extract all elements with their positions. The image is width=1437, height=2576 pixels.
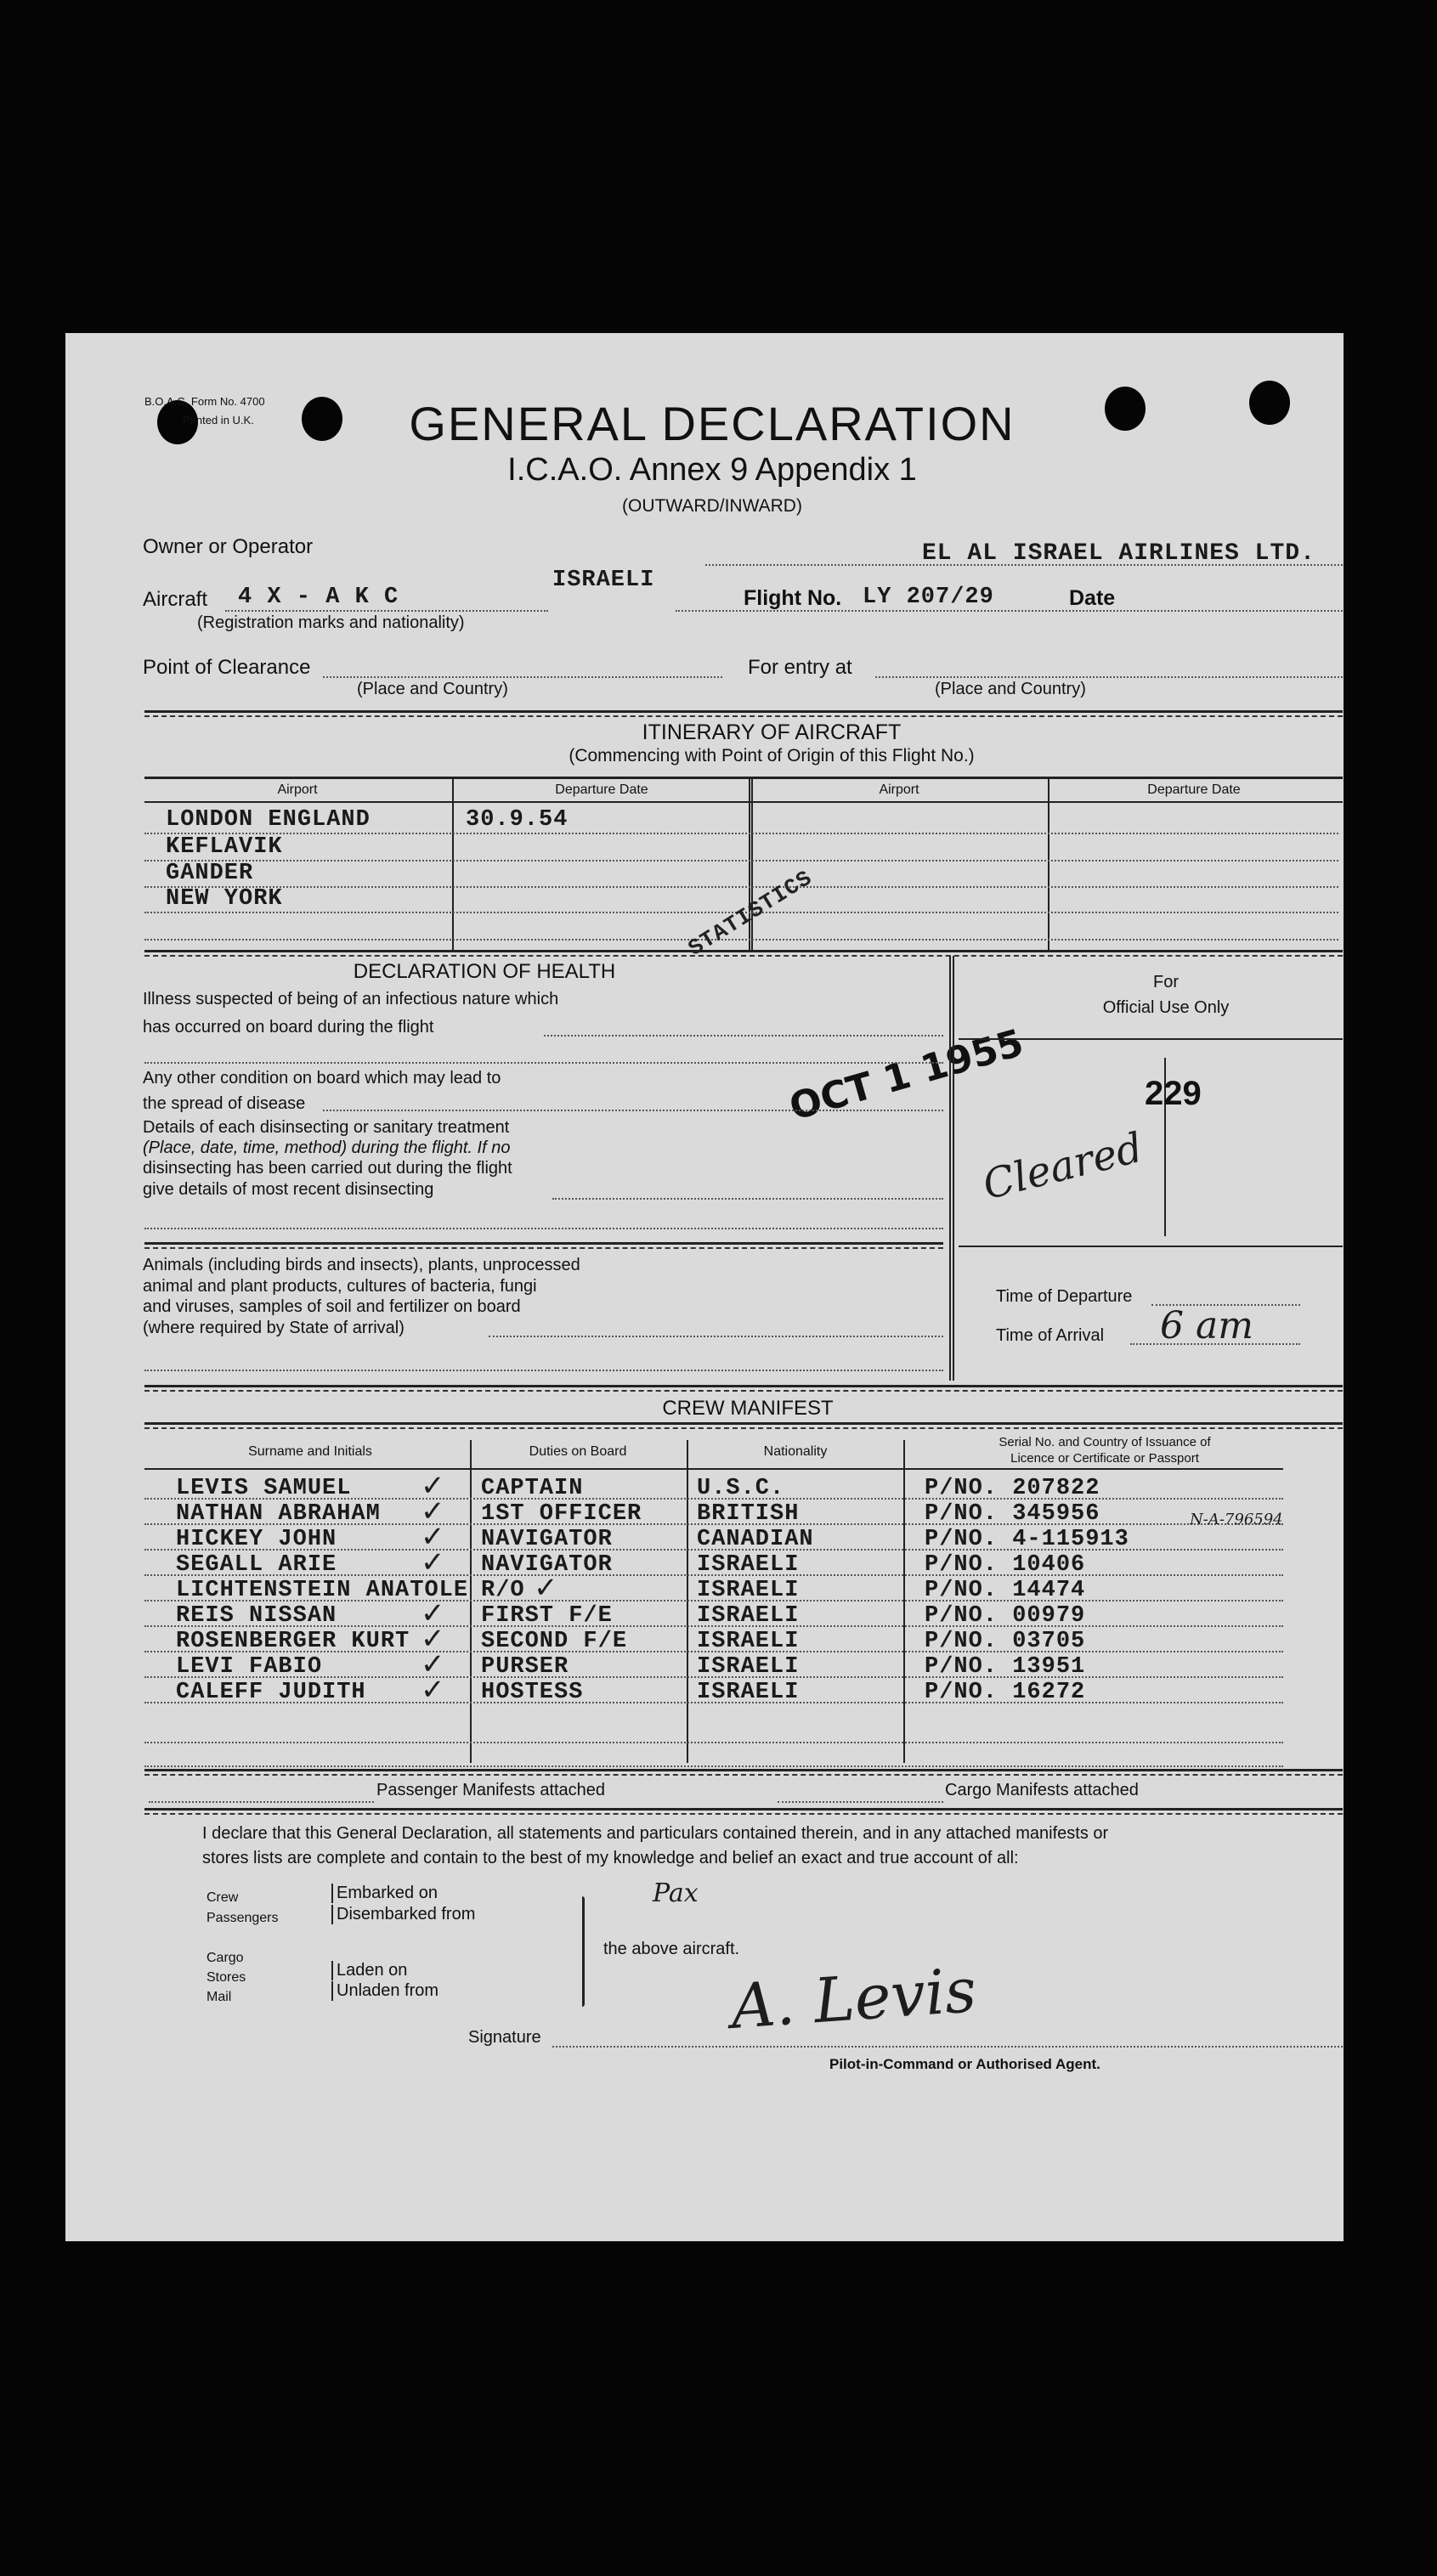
crew-serial: P/NO. 03705 xyxy=(925,1629,1086,1654)
flight-label: Flight No. xyxy=(744,586,842,610)
crew-header-serial-1: Serial No. and Country of Issuance of xyxy=(999,1435,1211,1449)
unladen-label: Unladen from xyxy=(331,1981,438,2001)
direction-label: (OUTWARD/INWARD) xyxy=(622,496,802,516)
arrival-time-value: 6 am xyxy=(1160,1304,1253,1347)
official-use-label: Official Use Only xyxy=(1102,998,1230,1017)
signer-role: Pilot-in-Command or Authorised Agent. xyxy=(829,2056,1100,2072)
date-received-stamp: OCT 1 1955 xyxy=(784,1020,1028,1130)
crew-nationality: ISRAELI xyxy=(697,1654,800,1680)
date-label: Date xyxy=(1069,586,1116,610)
crew-duty: FIRST F/E xyxy=(481,1603,613,1629)
itinerary-header-airport: Airport xyxy=(277,782,318,797)
crew-serial: P/NO. 4-115913 xyxy=(925,1527,1129,1552)
crew-nationality: U.S.C. xyxy=(697,1476,785,1501)
check-mark-icon: ✓ xyxy=(421,1469,445,1503)
health-animals-line-3: and viruses, samples of soil and fertilizer on board xyxy=(143,1297,521,1316)
crew-nationality: ISRAELI xyxy=(697,1578,800,1603)
health-details-line-2: (Place, date, time, method) during the flight. If no xyxy=(143,1138,511,1157)
crew-nationality: ISRAELI xyxy=(697,1552,800,1578)
health-details-line-3: disinsecting has been carried out during the flight xyxy=(143,1159,512,1178)
official-number: 229 xyxy=(1145,1075,1202,1112)
page-title: GENERAL DECLARATION xyxy=(409,397,1016,450)
laden-label: Laden on xyxy=(331,1961,407,1980)
clearance-label: Point of Clearance xyxy=(143,656,311,679)
health-title: DECLARATION OF HEALTH xyxy=(353,960,616,983)
health-illness-line-2: has occurred on board during the flight xyxy=(143,1018,434,1037)
crew-duty: 1ST OFFICER xyxy=(481,1501,642,1527)
health-other-line-2: the spread of disease xyxy=(143,1094,306,1113)
departure-time-label: Time of Departure xyxy=(996,1287,1133,1306)
health-animals-line-4: (where required by State of arrival) xyxy=(143,1319,405,1337)
punch-hole xyxy=(1105,387,1146,431)
health-animals-line-2: animal and plant products, cultures of bacteria, fungi xyxy=(143,1277,537,1296)
cargo-label: Cargo xyxy=(206,1951,244,1965)
crew-serial: P/NO. 00979 xyxy=(925,1603,1086,1629)
crew-duty: HOSTESS xyxy=(481,1680,584,1705)
crew-name: ROSENBERGER KURT xyxy=(176,1629,410,1654)
crew-duty: SECOND F/E xyxy=(481,1629,628,1654)
check-mark-icon: ✓ xyxy=(421,1622,445,1656)
aircraft-value: 4 X - A K C xyxy=(238,585,399,610)
crew-serial: P/NO. 14474 xyxy=(925,1578,1086,1603)
health-animals-line-1: Animals (including birds and insects), plants, unprocessed xyxy=(143,1256,580,1274)
crew-name: SEGALL ARIE xyxy=(176,1552,337,1578)
passengers-label: Passengers xyxy=(206,1911,279,1925)
itinerary-airport: GANDER xyxy=(166,861,254,886)
crew-duty: NAVIGATOR xyxy=(481,1527,613,1552)
crew-header-serial-2: Licence or Certificate or Passport xyxy=(1010,1451,1199,1466)
check-mark-icon: ✓ xyxy=(421,1545,445,1579)
cleared-note: Cleared xyxy=(978,1123,1148,1210)
crew-duty: NAVIGATOR xyxy=(481,1552,613,1578)
check-mark-icon: ✓ xyxy=(534,1571,558,1605)
health-other-line-1: Any other condition on board which may lead to xyxy=(143,1069,501,1087)
owner-label: Owner or Operator xyxy=(143,535,314,558)
aircraft-label: Aircraft xyxy=(143,588,208,611)
crew-header-name: Surname and Initials xyxy=(248,1444,372,1459)
crew-name: LICHTENSTEIN ANATOLE xyxy=(176,1578,469,1603)
registration-hint: (Registration marks and nationality) xyxy=(197,613,465,632)
crew-nationality: ISRAELI xyxy=(697,1680,800,1705)
itinerary-airport: LONDON ENGLAND xyxy=(166,807,371,833)
clearance-place-hint: (Place and Country) xyxy=(357,680,508,698)
crew-duty: CAPTAIN xyxy=(481,1476,584,1501)
punch-hole xyxy=(302,397,342,441)
itinerary-departure-date: 30.9.54 xyxy=(466,807,569,833)
page-subtitle: I.C.A.O. Annex 9 Appendix 1 xyxy=(507,452,917,488)
crew-side-note: N-A-796594 xyxy=(1190,1511,1283,1528)
printed-note: Printed in U.K. xyxy=(183,414,254,427)
crew-serial: P/NO. 13951 xyxy=(925,1654,1086,1680)
itinerary-header-date: Departure Date xyxy=(555,782,648,797)
crew-serial: P/NO. 10406 xyxy=(925,1552,1086,1578)
disembarked-label: Disembarked from xyxy=(331,1905,475,1924)
mail-label: Mail xyxy=(206,1990,232,2004)
crew-nationality: ISRAELI xyxy=(697,1603,800,1629)
check-mark-icon: ✓ xyxy=(421,1520,445,1554)
check-mark-icon: ✓ xyxy=(421,1596,445,1630)
signature-label: Signature xyxy=(468,2028,541,2047)
health-details-line-4: give details of most recent disinsecting xyxy=(143,1180,434,1199)
pilot-signature: A. Levis xyxy=(728,1954,979,2042)
crew-name: LEVIS SAMUEL xyxy=(176,1476,352,1501)
itinerary-airport: KEFLAVIK xyxy=(166,834,283,860)
cargo-manifests-label: Cargo Manifests attached xyxy=(945,1781,1139,1799)
pax-note: Pax xyxy=(653,1878,699,1908)
itinerary-header-airport-2: Airport xyxy=(879,782,919,797)
flight-value: LY 207/29 xyxy=(863,585,994,610)
itinerary-title: ITINERARY OF AIRCRAFT xyxy=(642,720,902,744)
official-for-label: For xyxy=(1153,973,1179,991)
nationality-value: ISRAELI xyxy=(552,568,655,593)
check-mark-icon: ✓ xyxy=(421,1673,445,1707)
crew-serial: P/NO. 16272 xyxy=(925,1680,1086,1705)
crew-duty: PURSER xyxy=(481,1654,569,1680)
crew-name: REIS NISSAN xyxy=(176,1603,337,1629)
statistics-stamp: STATISTICS xyxy=(683,865,818,962)
health-details-line-1: Details of each disinsecting or sanitary treatment xyxy=(143,1118,510,1137)
itinerary-row-line xyxy=(144,939,1338,941)
entry-label: For entry at xyxy=(748,656,852,679)
passenger-manifests-label: Passenger Manifests attached xyxy=(376,1781,606,1799)
form-number: B.O.A.C. Form No. 4700 xyxy=(144,395,265,408)
stores-label: Stores xyxy=(206,1970,246,1985)
owner-value: EL AL ISRAEL AIRLINES LTD. xyxy=(922,540,1315,567)
crew-nationality: BRITISH xyxy=(697,1501,800,1527)
check-mark-icon: ✓ xyxy=(421,1647,445,1681)
crew-serial: P/NO. 207822 xyxy=(925,1476,1100,1501)
crew-name: HICKEY JOHN xyxy=(176,1527,337,1552)
punch-hole xyxy=(1249,381,1290,425)
crew-serial: P/NO. 345956 xyxy=(925,1501,1100,1527)
above-aircraft-label: the above aircraft. xyxy=(603,1940,740,1958)
itinerary-row-line xyxy=(144,833,1338,834)
arrival-time-label: Time of Arrival xyxy=(996,1326,1105,1345)
itinerary-airport: NEW YORK xyxy=(166,886,283,912)
itinerary-subtitle: (Commencing with Point of Origin of this Flight No.) xyxy=(569,746,975,765)
crew-nationality: CANADIAN xyxy=(697,1527,814,1552)
crew-name: LEVI FABIO xyxy=(176,1654,323,1680)
crew-nationality: ISRAELI xyxy=(697,1629,800,1654)
crew-label: Crew xyxy=(206,1890,239,1905)
itinerary-row-line xyxy=(144,860,1338,861)
crew-duty: R/O xyxy=(481,1578,525,1603)
declaration-text-line-2: stores lists are complete and contain to the best of my knowledge and belief an exact and true account of all: xyxy=(202,1849,1019,1867)
entry-place-hint: (Place and Country) xyxy=(935,680,1086,698)
crew-header-nationality: Nationality xyxy=(763,1444,828,1459)
embarked-label: Embarked on xyxy=(331,1884,438,1903)
itinerary-header-date-2: Departure Date xyxy=(1147,782,1241,797)
check-mark-icon: ✓ xyxy=(421,1494,445,1528)
crew-header-duty: Duties on Board xyxy=(529,1444,627,1459)
crew-name: NATHAN ABRAHAM xyxy=(176,1501,381,1527)
itinerary-row-line xyxy=(144,886,1338,888)
health-illness-line-1: Illness suspected of being of an infectious nature which xyxy=(143,990,559,1008)
declaration-text-line-1: I declare that this General Declaration, all statements and particulars contained therein, and in any attached manifests or xyxy=(202,1824,1109,1843)
crew-title: CREW MANIFEST xyxy=(662,1397,834,1420)
crew-name: CALEFF JUDITH xyxy=(176,1680,366,1705)
